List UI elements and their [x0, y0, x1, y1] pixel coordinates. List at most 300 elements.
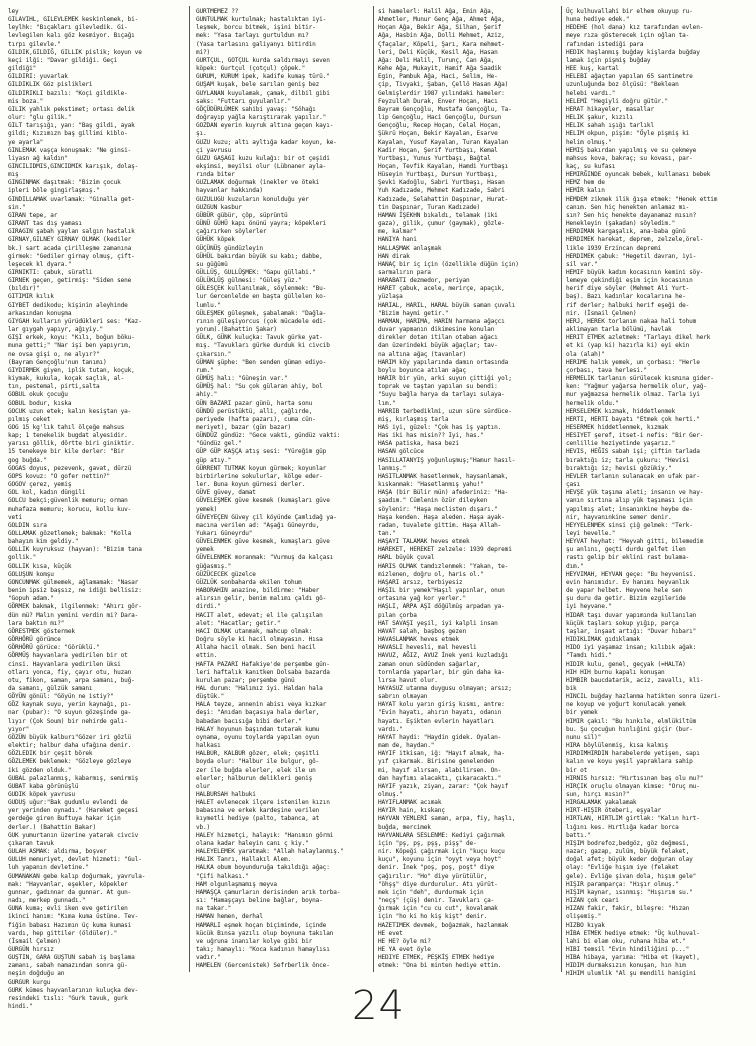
entry-line: alet: "Hacatlar; getir." — [196, 619, 281, 627]
entry-line: GÖRMÜŞ hayvanlara yedirilen bir ot — [8, 652, 128, 660]
entry-line: şu anlını, geçti durdu gelfet ilen — [566, 546, 686, 554]
entry-line: Henekleyin (şakadan) söyledim." — [566, 220, 676, 228]
entry-line: GUZULUGU kuzuların konulduğu yer — [196, 195, 309, 203]
entry-line: HASAN gölcüce — [378, 448, 424, 456]
entry-line: HACI OLMAK utanmak, mahcup olmak: — [196, 627, 313, 635]
entry-line: HEDIK haşlanmış buğday kişlarda buğday — [566, 48, 700, 56]
entry-line: leri, Deli Küçük, Kesil Ağa, Hasan — [378, 48, 498, 56]
entry-line: kiymak, kukula, koçak saçlık, al- — [8, 375, 125, 383]
entry-line: takı; hamaylı: "Koca kadının hamaylısı — [196, 945, 330, 953]
entry-line: Üç kulhuvallahi bir elhem okuyup ru- — [566, 8, 693, 15]
entry-line: (Yasa tarlasını galiyanyı bitirdin — [196, 40, 316, 48]
entry-line: ve uğruna inanılar kolye gibi bir — [196, 937, 313, 945]
entry-line: HELEMİ "Hegiyli doğru gütür." — [566, 97, 669, 105]
entry-line: kurulan pazar; perşembe günü — [196, 676, 295, 684]
entry-line: GÜRRENT TUTMAK koyun gürmek; koyunlar — [196, 464, 327, 472]
entry-line: GIRNIKTI: çabuk, süratli — [8, 269, 93, 276]
entry-line: GINDILLAMAK uvarlamak: "Ginalla get- — [8, 195, 135, 203]
entry-line: gollik." — [8, 554, 37, 562]
entry-line: HEMIŞ bakırdan yapılmış ve su çekmeye — [566, 146, 697, 154]
entry-line: güp atıy." — [196, 456, 232, 464]
entry-line: yarısı göllik, dörtte biri giniktir. — [8, 440, 135, 448]
entry-line: GÜVE güvey, damat — [196, 489, 256, 497]
entry-line: Feyzullah Durak, Enver Hoçan, Hacı — [378, 97, 498, 105]
entry-line: GOPS kovuz: "O gofer nettin?" — [8, 472, 111, 480]
entry-line: et ki (yap ki) hazırla ki) eyi ekin — [566, 342, 690, 350]
entry-line: GÜHÜL bakırdan büyük su kabı; dabbe, — [196, 252, 323, 260]
entry-line: şı. — [196, 130, 207, 138]
entry-line: HEYYELENMEK sinsi çiğ gelmek: "Terk- — [566, 521, 693, 529]
entry-line: deşi: "Anıdan baçasıya hala derler, — [196, 709, 320, 717]
entry-line: HALA teyze, annenin abisı veya kızkar — [196, 701, 327, 709]
entry-line: radan, tuvalete gittim. Haşa Allah- — [378, 521, 502, 529]
entry-line: GOLDIN sıra — [8, 521, 47, 529]
entry-line: GÖZÜN büyük kalburı"Gözer iri gözlü — [8, 733, 132, 741]
entry-line: veti — [8, 513, 23, 521]
entry-line: HAMAN İŞEKHN bıkaldı, telamak (iki — [378, 211, 498, 219]
entry-line: zer ile buğda elerler, elek ile un — [196, 766, 316, 774]
entry-line: HE YA evet öyle — [378, 945, 431, 953]
entry-line: tornlarda yaparlar, bir gün daha ka- — [378, 668, 505, 676]
entry-line: HEMZ hem de — [566, 179, 605, 187]
entry-line: neşin doğduğu an — [8, 970, 65, 978]
entry-line: (bıldır)" — [8, 285, 40, 293]
entry-line: GÜMÜŞ halı: "Güneşin var." — [196, 375, 288, 383]
entry-line: lım." — [378, 399, 396, 407]
entry-line: bıraktığı iz; hevisi gözükiy." — [566, 464, 672, 472]
entry-line: bu. Şu çocuğun hınlığini giçir (bur- — [566, 725, 693, 733]
entry-line: GURGÜN hırsız — [8, 945, 54, 953]
entry-line: HABORAHIN anazine, bildirme: "Haber — [196, 587, 320, 595]
entry-line: gerdeğe giren Buftuya hakar için — [8, 815, 121, 823]
entry-line: lemeye çekindiği eşim için kocasının — [566, 277, 693, 285]
entry-line: muhafaza memuru; korucu, kollu kuv- — [8, 505, 132, 513]
entry-line: HACIT alet, edevat; el ile çalışılan — [196, 611, 323, 619]
entry-line: de yapar helbet. Heyvene hele sen — [566, 587, 683, 595]
entry-line: Allaha hacil olmak. Sen beni hacil — [196, 644, 316, 652]
entry-line: GÜZLÜK sonbaharda ekilen tohum — [196, 578, 302, 586]
entry-line: HAYASUZ utanma duygusu olmayan; arsız; — [378, 684, 512, 692]
entry-line: HIDIM durmaksızın konuşan, hın hım — [566, 962, 686, 970]
entry-line: baş). Bazı kadınlar kocalarına he- — [566, 293, 686, 301]
entry-line: dün mü? Malın yemini verdin mi? Dara- — [8, 611, 139, 619]
entry-line: GUZGUN kasbur — [196, 203, 242, 211]
entry-line: mis boza." — [8, 97, 44, 105]
entry-line: cinsi. Hayvanlara yedirilen üksi — [8, 660, 121, 668]
entry-line: HIDO iyi yaşamaz insan; kılıbık ağak: — [566, 644, 697, 652]
entry-line: GÖYÜN gönül: "Göyün ne istiy?" — [8, 693, 114, 701]
entry-line: HEE kuş, kartal — [566, 65, 619, 73]
entry-line: lığını kes. Hırtlığa kadar borca — [566, 823, 679, 831]
entry-line: mahsus kova, bakraç; su kovası, par- — [566, 154, 693, 162]
entry-line: GÜVELENMEK moranmak: "Vurmuş da kalçası — [196, 554, 334, 562]
page-number: 24 — [352, 983, 405, 1029]
entry-line: da samanı, gülzük samanı — [8, 684, 93, 692]
entry-line: HİBA ETMEK hediye etmek: "Üç kulhuval- — [566, 929, 700, 937]
entry-line: nazar; gazap, zulüm, büyük felaket, — [566, 848, 690, 856]
entry-line: GIRNEK geçen, getirmiş: "Siden sene — [8, 277, 132, 285]
entry-line: GÜLEŞMEK güleşmek, şabalamak: "Dağla- — [196, 309, 327, 317]
entry-line: lahi bi elam oku, ruhana hiba et." — [566, 937, 686, 945]
entry-line: HARET çabuk, acele, merirçe, apaçık, — [378, 285, 505, 293]
column-4 — [566, 8, 748, 978]
entry-line: GÜLÜKLÜŞ gülmesi: "Güleş yüz." — [196, 277, 302, 285]
entry-line: alırsın gelir, benim malımı çaldı gö- — [196, 595, 327, 603]
entry-line: mi, hayıf alırsan, alabilirsen. On- — [378, 766, 502, 774]
entry-line: HINCIL buğday hazlanma hatikten sonra üzeri- — [566, 693, 721, 701]
entry-line: girmek: "Gediler girnay olmuş, çift- — [8, 252, 135, 260]
entry-line: yıyor" — [8, 725, 30, 733]
entry-line: GUZU GAŞAGI kuzu kulağı: bir ot çeşidi — [196, 154, 330, 162]
entry-line: evin hanımıdır. Ev hanımı heyvanlık — [566, 578, 690, 586]
column-1 — [8, 8, 186, 1011]
entry-line: GOBUL bodur, kıska — [8, 399, 72, 407]
entry-line: arkasından konuşma — [8, 309, 72, 317]
entry-line: HAM olgunlaşmamış meyva — [196, 880, 277, 888]
entry-line: GÜÇÜNÜŞ gündüzleyin — [196, 244, 263, 252]
entry-line: GILDIK,GILDIĞ, GILLIK pislik; koyun ve — [8, 48, 142, 56]
entry-line: güğasmış." — [196, 562, 232, 570]
entry-line: keçi ilği: "Davar gildiği. Geçi — [8, 56, 118, 64]
entry-line: 15 tenekeye bir kile derler: "Bir — [8, 448, 125, 456]
entry-line: HIRA böylülenmiş, kısa kalmış — [566, 742, 669, 750]
entry-line: GÜNDÜ perüstüktü, alli, çağlırde, — [196, 407, 313, 415]
entry-line: HEMDEM zikmek ilik ğışa etmek: "Henek ettim — [566, 195, 718, 203]
entry-line: bir ot — [566, 766, 588, 774]
entry-line: aklimayan tarla bölümü, havlak — [566, 326, 672, 334]
entry-line: ler. Buna koyun gürnesi derler. — [196, 481, 306, 489]
entry-line: şaadım." Cümlenin özür dileyken — [378, 497, 488, 505]
entry-line: GILDIKLIK Göz pislikleri — [8, 81, 93, 89]
entry-line: yemek — [196, 546, 214, 554]
entry-line: Doğru söyle ki hacil olmayasın. Hısa — [196, 636, 323, 644]
entry-line: GÜVELEŞMEK güve kesmek (kumaşları güve — [196, 497, 330, 505]
entry-line: HARRIB terbediklmi, uzun süre sürdüce- — [378, 407, 512, 415]
entry-line: Kehe Ağa, Mukayit, Hamif Ağa Saadik — [378, 65, 502, 73]
entry-line: HEDIYE ETMEK, PEŞKİŞ ETMEK hediye — [378, 954, 495, 962]
entry-line: HIMIR çakıl: "Bu hınkıle, elmlükiltüm — [566, 717, 697, 725]
entry-line: HALBURSAH halbuki — [196, 791, 256, 798]
entry-line: Gelmişlerdir 1987 yılındaki hameler: — [378, 89, 505, 97]
entry-line: leşecek kl dyara." — [8, 260, 72, 268]
entry-line: Kayalan, Yusuf Kayalan, Turan Kayalan — [378, 138, 509, 146]
entry-line: halkası — [196, 742, 221, 750]
entry-line: HASA patiska, hasa bezi — [378, 440, 459, 448]
column-3 — [378, 8, 558, 970]
entry-line: HALBUR, KALBUR gözer, elek; çeşitli — [196, 750, 320, 758]
entry-line: taşlar, inşaat artığı: "Duvar hıbarı" — [566, 627, 697, 635]
entry-line: ettin. — [196, 652, 218, 660]
entry-line: GIRAN tepe, ar — [8, 211, 58, 219]
entry-line: GILDIRI: yuvarlak — [8, 73, 68, 81]
entry-line: HARABATI dezmedor, periyan — [378, 277, 470, 285]
entry-line: canım. Sen hiç henekten anlamaz mı- — [566, 203, 690, 211]
entry-line: mış — [8, 171, 19, 179]
entry-line: HALKA obum boyunduruğa takıldığı ağaç: — [196, 864, 330, 872]
entry-line: rif derler; halbuki herif eşeği de- — [566, 301, 690, 309]
entry-line: HE evet — [378, 929, 403, 937]
entry-line: vadır." — [196, 954, 221, 962]
entry-line: küçük taşları sokup yığıp, parça — [566, 619, 679, 627]
entry-line: HIMBIR baucdatarik, aciz, zavallı, kli- — [566, 676, 704, 684]
entry-line: HAVASLI hevesli, mal hevesli — [378, 644, 477, 652]
entry-line: meye rıza gösterecek için oğlan ta- — [566, 32, 690, 40]
entry-line: kap; 1 tenekelik bugdat alyesidir. — [8, 432, 128, 440]
entry-line: HEVŞE yük taşıma aleti; insanın ve hay- — [566, 489, 704, 497]
entry-line: GÜN BAZARI pazar günü, harta sonu — [196, 399, 313, 407]
entry-line: HARIR bir yün, arki suyun çittiği yol; — [378, 375, 512, 383]
entry-line: GUYLANAN kuyulamak, çamak, dilbil gibi — [196, 89, 330, 97]
entry-line: HALAY hoyunun başından tutarak kumu — [196, 725, 320, 733]
entry-line: HARIAL, HARIL, HARAL büyük saman çuvalı — [378, 301, 516, 309]
entry-line: GÜLK, GÜNK kuluçka: Tavuk gürke yat- — [196, 334, 323, 342]
entry-line: GÜMÜŞ hal: "Su çok gülaran ahiy, bol — [196, 383, 323, 391]
entry-line: HIBI temsil "Evin hindiliğini p..." — [566, 945, 690, 953]
entry-line: ley — [8, 8, 19, 15]
entry-line: "Tamdı hidi." — [566, 652, 612, 660]
entry-line: rafından istediği para — [566, 40, 644, 48]
entry-line: GULAH ASMAK: aldırma, boşver — [8, 848, 107, 856]
entry-line: HARMAN, HARIMA, HARIN harmana ağaçcı — [378, 317, 505, 325]
entry-line: HERAT hikayeler, masallar — [566, 105, 654, 113]
entry-line: kıymetli hediye (palto, tabanca, at — [196, 815, 320, 823]
entry-line: elektir; halbur daha ufağına denir. — [8, 742, 132, 750]
entry-line: HAVUZ, AĞIZ, AVUZ İnek yeni kuzladığı — [378, 652, 509, 660]
entry-line: GÖZ kaynak suyu, yerin kaynağı, pı- — [8, 701, 132, 709]
entry-line: kuçu", koyunu için "oyyt veya hoyt" — [378, 856, 502, 864]
entry-line: HAYIF itkisan, iğ: "Hayıf almak, ha- — [378, 750, 505, 758]
entry-line: GÜLESÇEK kullanılmak, söylenmek: "Bu- — [196, 285, 327, 293]
entry-line: HAMARLI eşmek hoçan biçiminde, içinde — [196, 921, 327, 929]
entry-line: meriyet), bazar (gün bazar) — [196, 423, 292, 431]
entry-line: GOZDAN eyerin kuyruk altına geçen kayı- — [196, 122, 334, 130]
entry-line: gele). Evliğe şivan dola, hışım gele" — [566, 872, 697, 880]
entry-line: ikinci hanım: "Kıma kuma üstüne. Tev- — [8, 913, 139, 921]
entry-line: çağırırken söylerler — [196, 228, 267, 236]
entry-line: HAŞIL bir yemek"Haşıl yapınlar, onun — [378, 587, 505, 595]
entry-line: GIYDIRMEK giyen, iplik tutan, koçuk, — [8, 366, 135, 374]
entry-line: GÖRHÖRÜ görüce: "Görüklü." — [8, 644, 100, 652]
entry-line: GÖÇÜDÜRLÜMEK sahibi yavaş: "Söhağı — [196, 105, 316, 113]
entry-line: GUNA kuma; evli iken eve getirilen — [8, 905, 128, 913]
entry-line: "öhşş" diye durdurulur. Atı yürüt- — [378, 880, 498, 888]
entry-line: Çfaçalar, Köpeli, Şarı, Kara mehmet- — [378, 40, 505, 48]
entry-line: GÜP GÜP KAŞÇA atış sesi: "Yüreğim güp — [196, 448, 327, 456]
entry-line: ne koyup ve yoğurt konulacak yemek — [566, 701, 686, 709]
entry-line: dım." — [566, 562, 584, 570]
entry-line: çi yavrusu — [196, 146, 232, 154]
entry-line: HIRNIS hırsız: "Hırtısınan baş olu mu?" — [566, 774, 704, 782]
entry-line: nir. Köpeği çağırmak için "kuçu kuçu — [378, 848, 505, 856]
entry-line: GURTÇUL, GOTÇUL kurda saldırmayı seven — [196, 56, 330, 64]
entry-line: boyda olur: "Halbur ile bulgur, gö- — [196, 758, 320, 766]
entry-line: vardı, hep gittiler (öldüler)." — [8, 929, 118, 937]
entry-line: tan." — [378, 530, 396, 537]
entry-line: HALET evlenecek ilçere istenilen kızın — [196, 799, 330, 807]
entry-line: "Bizim haymi getir." — [378, 309, 449, 317]
entry-line: çıkaran tavuk — [8, 839, 54, 847]
entry-line: tın, pestemal, pirti,salta — [8, 383, 100, 391]
entry-line: HIDIR kulu, genel, geçyak (=HALTA) — [566, 660, 686, 668]
entry-line: HAL durum: "Halımız iyi. Haldan hala — [196, 684, 323, 692]
entry-line: gildiği" — [8, 65, 37, 73]
entry-line: HESERMEK hiddetlenmek, kızmak — [566, 423, 669, 431]
entry-line: otları yonca, fiy, çayır otu, huzan — [8, 668, 132, 676]
entry-line: dan üzerindeki büyük ağaçlar; tav- — [378, 342, 498, 350]
entry-line: HAREKET, HEREKET zelzele: 1939 depremi — [378, 546, 512, 554]
entry-line: ortasına yağ kor yerler." — [378, 595, 466, 603]
entry-line: olur — [196, 782, 211, 790]
entry-line: HAN dirak — [378, 252, 410, 260]
entry-line: (İsmail Çelmen) — [8, 937, 61, 945]
entry-line: GINCILIDMIS,GINCIDMIK karışık, dolaş- — [8, 162, 139, 170]
entry-line: benim ipsiz başsız, ne idiği bellisiz: — [8, 587, 142, 595]
entry-line: HAYIF yazık, ziyan, zarar: "Çok hayıf — [378, 782, 509, 790]
entry-line: rının güleşiyorcus (çok mücadele edi- — [196, 317, 327, 325]
column-2 — [196, 8, 370, 970]
entry-line: HIZAN çok ceari — [566, 897, 619, 905]
entry-line: macına verilen ad: "Aşağı Güneyrdu, — [196, 521, 320, 529]
entry-line: mek için "deh", durdurmak için — [378, 888, 484, 896]
entry-line: HAŞARI arsız, terbiyesiz — [378, 578, 463, 586]
entry-line: için "ho ki ho kiş kişt" denir. — [378, 913, 488, 921]
entry-line: Şevki Kadoğlu, Sabri Yurtbaşı, Hasan — [378, 179, 505, 187]
entry-line: lumlu." — [196, 301, 221, 309]
entry-line: düştük." — [196, 693, 225, 701]
entry-line: HIDIKLIMAK gıdıklamak — [566, 636, 640, 644]
entry-line: söylenir: "Haşa meclisten dışarı." — [378, 505, 498, 513]
entry-line: HEMIF büyük kadım kocasının kemini söy- — [566, 269, 704, 276]
entry-line: çorbası, tava herlesi." — [566, 366, 647, 374]
entry-line: HIRDIMHIRDIN harabelerde yetişen, sapı — [566, 750, 700, 758]
entry-line: GÖRHÖRÜ görümce — [8, 636, 61, 644]
entry-line: HAYVANLARA SESLENME: Kediyi çağırmak — [378, 831, 505, 839]
entry-line: GOGAS doyus, pezevenk, gavat, dürzü — [8, 464, 132, 472]
entry-line: mizlenen, doğru ol, haris ol." — [378, 570, 484, 578]
entry-line: periyede (hafta pazarı), cuma cün- — [196, 415, 316, 423]
entry-line: bk.) sart acada çirilleşme zamanına — [8, 244, 132, 252]
entry-line: Yukarı Güneyrdu" — [196, 530, 253, 537]
entry-line: HEYVAT heyhat: "Heyvah gitti, bilemedim — [566, 538, 704, 546]
entry-line: GILAVIHL, GILEVLEMEK keskinlemek, bi- — [8, 16, 139, 24]
entry-line: GÜVEYEÇEN Güvey çil köyünde Çamlıdağ ya- — [196, 513, 337, 521]
entry-line: HE HE? öyle mi? — [378, 937, 431, 945]
entry-line: HEYVIMAH, HEYVAN geçe: "Bu heyvenisi. — [566, 570, 697, 578]
entry-line: lar gıygah yapıyr, ağıyiy." — [8, 326, 104, 334]
entry-line: yıf çıkarmak. Birisine genelenden — [378, 758, 495, 766]
entry-line: HEVLER tarlanın sulanacak en ufak par- — [566, 472, 700, 480]
entry-line: ne ovsa gişi o, ne alyır?" — [8, 350, 100, 358]
entry-line: HALIK Tanrı, Hallakıl Alem. — [196, 856, 292, 864]
entry-line: levlegilen kalı göz kesmiyor. Bıçağı — [8, 32, 135, 40]
entry-line: GOBUL okuk çocuğu — [8, 391, 68, 399]
entry-line: HIŞIR paramparça: "Hışır olmuş." — [566, 880, 679, 888]
entry-line: HANIYA hani — [378, 236, 417, 244]
entry-line: Bayram Gençoğlu, Mustafa Gençoğlu, Ta- — [378, 105, 512, 113]
entry-line: çip, Tivyaki, Şaban, Çellö Hasan Ağa) — [378, 81, 509, 89]
entry-line: kıskanmak: "Hasetlanmış yahu!" — [378, 481, 484, 489]
entry-line: HERSELEMEK kızmak, hiddetlenmek — [566, 407, 676, 415]
entry-line: GÜNDÜZ gündüz: "Gece vakti, gündüz vakti: — [196, 432, 341, 440]
entry-line: HELEBI ağaçtan yapılan 65 santimetre — [566, 73, 693, 81]
entry-line: GOLLIK kısa, küçük — [8, 562, 72, 570]
entry-line: Hüseyin Yurtbaşı, Dursun Yurtbaşı, — [378, 171, 498, 179]
entry-line: HERJ, HEREK torlanım nakaa hali tohum — [566, 317, 697, 325]
entry-line: HAT SAVAŞI yeşil, iyi kalpli insan — [378, 619, 498, 627]
entry-line: lip Gençoğlu, Haci Gençoğlu, Dursun — [378, 114, 502, 122]
entry-line: lur Gercenlelde en başta güllelen ko- — [196, 293, 327, 301]
entry-line: HEDEHE (hol dana) kız tarafından evlen- — [566, 24, 704, 32]
entry-line: GUZLAMAK doğurmak (inekler ve öteki — [196, 179, 320, 187]
entry-line: ola (alah)" — [566, 350, 605, 358]
entry-line: lamak için pişmiş buğday — [566, 56, 651, 64]
entry-line: sun, hırçı mısın?" — [566, 791, 630, 798]
entry-line: HIŞIM kaynar, ısınmış: "Hışırım su." — [566, 888, 693, 896]
entry-line: lara baktın mı?" — [8, 619, 65, 627]
entry-line: Yurtbaşı, Yunus Yurtbaşı, Bağtal — [378, 154, 491, 162]
entry-line: buğda, mercimek — [378, 823, 431, 831]
entry-line: GÖZLEDIK bir çeşit börek — [8, 750, 93, 758]
entry-line: Egin, Pambuk Ağa, Haci, Selim, He- — [378, 73, 498, 81]
entry-line: GIRAGIN şabah yaylan salgın hastalık — [8, 228, 135, 236]
entry-line: HAYIR hain, kıskanç — [378, 807, 445, 815]
entry-line: yer yerinden oynadı." (Hareket geçesi — [8, 807, 139, 815]
entry-line: GUBAL palazlanmış, kabarmış, semirmiş — [8, 774, 139, 782]
entry-line: nadı, merkep gunnadı." — [8, 897, 86, 905]
entry-line: GURUM, KURUM ipek, kadife kumaş türü." — [196, 73, 330, 81]
entry-line: boylu boyunca atılan ağaç — [378, 366, 466, 374]
entry-line: mur yağmazsa hermelik olmaz. Tarla iyi — [566, 391, 700, 399]
entry-line: HAMELEN (Gercenistek) Sefrberlik önce- — [196, 962, 330, 970]
entry-line: gildi; Kızımızn baş gillimi kiblo- — [8, 130, 128, 138]
entry-line: GÖRESTMEK göstermek — [8, 627, 75, 635]
entry-line: GÜMAN şüphe: "Ben senden güman ediyo- — [196, 358, 327, 366]
entry-line: gog buğda." — [8, 456, 47, 464]
entry-line: HESIYET şeref, itset-i nefis: "Bir Ger- — [566, 432, 704, 440]
entry-line: HERMELIK tarlanın sürülecek kısmına gider- — [566, 375, 714, 383]
entry-line: GÖZLEMEK beklemek: "Gözleye gözleye — [8, 758, 132, 766]
entry-line: GOLCU bekçi;güvenlik memuru; orman — [8, 497, 128, 505]
entry-line: GILT tarışığı, yan: "Baş gildi, ayak — [8, 122, 135, 130]
entry-line: nunu sil)" — [566, 733, 602, 741]
entry-line: GOLLIK kuyruksuz (hayvan): "Bizim tana — [8, 546, 142, 554]
entry-line: GUNTULMAK kurtulmak; hastalıktan iyi- — [196, 16, 327, 24]
entry-line: olay: "Evliğe hışım iye (felaket — [566, 864, 679, 872]
entry-line: GUDIK köpek yavrusu — [8, 791, 75, 798]
entry-line: otu, fikon, saman, arpa samanı, buğ- — [8, 676, 135, 684]
column-divider — [189, 6, 190, 972]
entry-line: battı." — [566, 831, 591, 839]
entry-line: GOG 15 kg'lık tahıl ölçeğe mahsus — [8, 423, 125, 431]
entry-line: bahayım kim geldiy." — [8, 538, 79, 546]
entry-line: rastı gelip bir eklini rast bulama- — [566, 554, 690, 562]
entry-line: GÜZÜCECEK güzelce — [196, 570, 256, 578]
entry-line: HERDIMEK çabuk: "Hegetil davran, iyi- — [566, 252, 697, 260]
entry-line: GITIMIR kılık — [8, 293, 54, 301]
entry-line: yüzlaşa — [378, 293, 403, 301]
entry-line: Kadir Hoçan, Şerif Yurtbaşı, Kemal — [378, 146, 498, 154]
entry-line: resindeki tıslı: "Gurk tavuk, gurk — [8, 994, 128, 1002]
entry-line: su güğümü — [196, 260, 228, 268]
entry-line: Ağa: Deli Halil, Turunç, Can Ağa, — [378, 56, 495, 64]
entry-line: HERIT ETMEK azletmek: "Tarlayı dikel herk — [566, 334, 711, 342]
entry-line: Ahmetler, Munur Genç Ağa, Ahmet Ağa, — [378, 16, 505, 24]
entry-line: Has iki has misin?? Iyi, has." — [378, 432, 484, 440]
entry-line: mi?) — [196, 48, 211, 56]
entry-line: yapılmış alet; insanınkine heybe de- — [566, 505, 693, 513]
entry-line: HAYAT kolu yarın giriş kısmı, antre: — [378, 701, 505, 709]
entry-line: olur: "glu gilik." — [8, 114, 72, 122]
